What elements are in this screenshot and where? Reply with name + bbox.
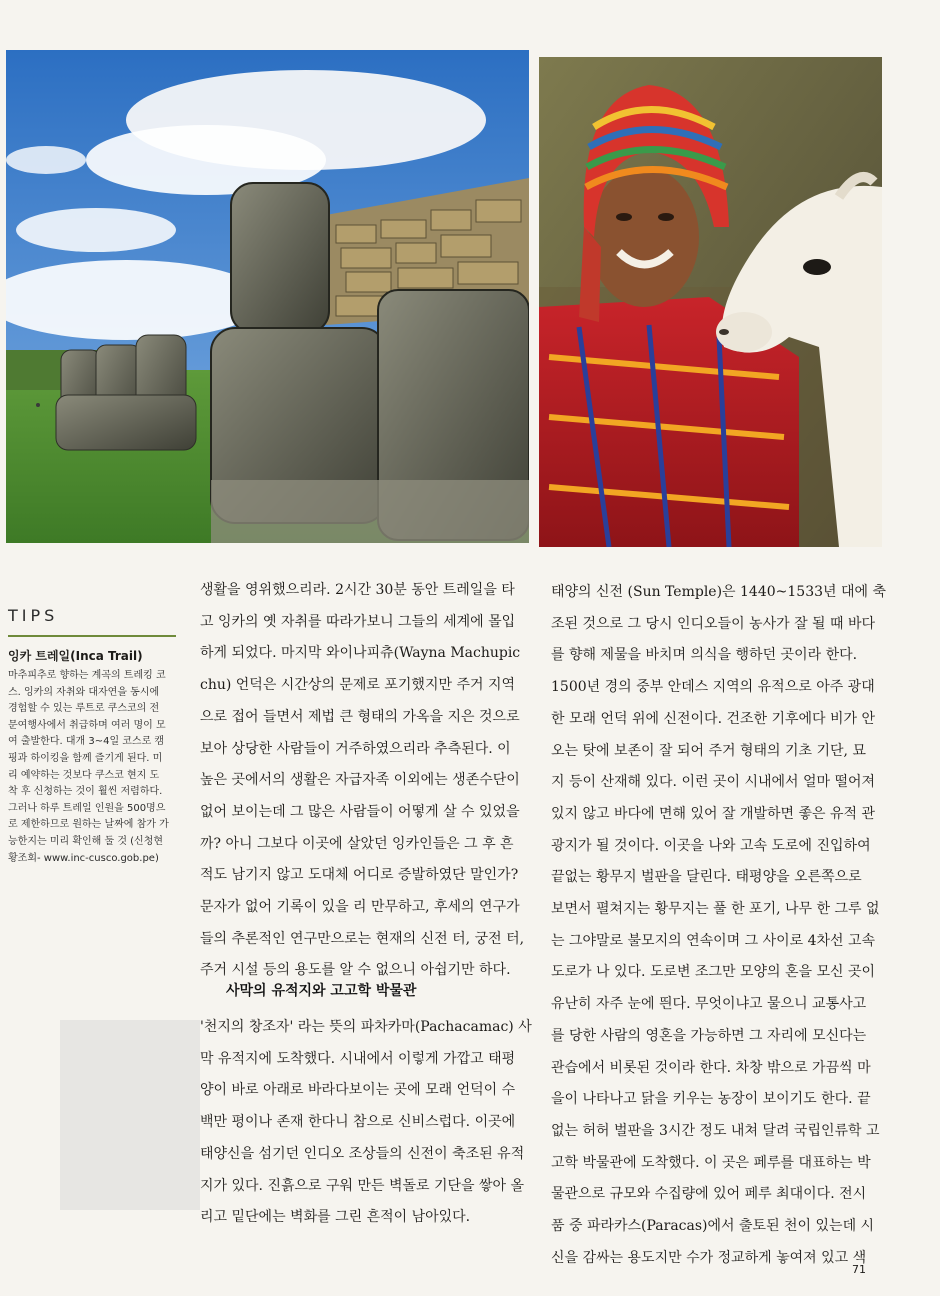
body-line: 광지가 될 것이다. 이곳을 나와 고속 도로에 진입하여	[551, 837, 871, 854]
body-line: 들의 추론적인 연구만으로는 현재의 신전 터, 궁전 터,	[200, 930, 525, 947]
body-line: 주거 시설 등의 용도를 알 수 없으니 아쉽기만 하다.	[200, 962, 511, 979]
body-line: 품 중 파라카스(Paracas)에서 출토된 천이 있는데 시	[551, 1218, 875, 1235]
body-line: 지가 있다. 진흙으로 구워 만든 벽돌로 기단을 쌓아 올	[200, 1177, 525, 1194]
body-line: 보면서 펼쳐지는 황무지는 풀 한 포기, 나무 한 그루 없	[551, 901, 880, 918]
tips-line: 문여행사에서 취급하며 여러 명이 모	[8, 719, 166, 731]
body-line: 없는 허허 벌판을 3시간 정도 내쳐 달려 국립인류학 고	[551, 1122, 880, 1139]
tips-line: 여 출발한다. 대개 3~4일 코스로 캠	[8, 736, 165, 748]
tips-divider	[8, 635, 176, 637]
body-line: 을이 나타나고 닭을 키우는 농장이 보이기도 한다. 끝	[551, 1091, 871, 1108]
body-line: 높은 곳에서의 생활은 자급자족 이외에는 생존수단이	[200, 772, 520, 789]
body-line: 하게 되었다. 마지막 와이나피츄(Wayna Machupic	[200, 645, 521, 662]
inca-wall-photo	[6, 50, 529, 543]
body-line: 끝없는 황무지 벌판을 달린다. 태평양을 오른쪽으로	[551, 869, 862, 886]
tips-title: TIPS	[8, 606, 59, 625]
body-line: 백만 평이나 존재 한다니 참으로 신비스럽다. 이곳에	[200, 1114, 516, 1131]
body-line: 관습에서 비롯된 것이라 한다. 차창 밖으로 가끔씩 마	[551, 1059, 871, 1076]
tips-line: 마추피추로 향하는 계곡의 트레킹 코	[8, 670, 166, 681]
page-number: 71	[852, 1263, 866, 1276]
body-line: 를 향해 제물을 바치며 의식을 행하던 곳이라 한다.	[551, 647, 858, 664]
body-line: 고학 박물관에 도착했다. 이 곳은 페루를 대표하는 박	[551, 1154, 871, 1171]
body-line: 물관으로 규모와 수집량에 있어 페루 최대이다. 전시	[551, 1186, 867, 1203]
body-line: 문자가 없어 기록이 있을 리 만무하고, 후세의 연구가	[200, 899, 520, 916]
article-column-right	[551, 577, 887, 1274]
body-line: 도로가 나 있다. 도로변 조그만 모양의 혼을 모신 곳이	[551, 964, 876, 981]
tips-line: 경험할 수 있는 루트로 쿠스코의 전	[8, 703, 160, 715]
tips-line: 스. 잉카의 자취와 대자연을 동시에	[8, 686, 160, 698]
body-line: 신을 감싸는 용도지만 수가 정교하게 놓여져 있고 색	[551, 1249, 867, 1266]
body-line: 양이 바로 아래로 바라다보이는 곳에 모래 언덕이 수	[200, 1082, 516, 1099]
body-line: 조된 것으로 그 당시 인디오들이 농사가 잘 될 때 바다	[551, 615, 876, 632]
tips-sidebar	[8, 600, 176, 867]
body-line: 태양신을 섬기던 인디오 조상들의 신전이 축조된 유적	[200, 1145, 525, 1162]
article-column-middle-lower	[200, 1012, 530, 1234]
body-line: 1500년 경의 중부 안데스 지역의 유적으로 아주 광대	[551, 679, 875, 696]
body-line: 까? 아니 그보다 이곳에 살았던 잉카인들은 그 후 흔	[200, 835, 514, 852]
body-line: 있지 않고 바다에 면해 있어 잘 개발하면 좋은 유적 관	[551, 805, 876, 822]
bleed-through	[60, 1020, 200, 1210]
body-line: chu) 언덕은 시간상의 문제로 포기했지만 주거 지역	[200, 677, 515, 694]
body-line: 적도 남기지 않고 도대체 어디로 증발하였단 말인가?	[200, 867, 519, 884]
body-line: 오는 탓에 보존이 잘 되어 주거 형태의 기초 기단, 묘	[551, 742, 866, 759]
body-line: 막 유적지에 도착했다. 시내에서 이렇게 가깝고 태평	[200, 1050, 516, 1067]
body-line: 생활을 영위했으리라. 2시간 30분 동안 트레일을 타	[200, 582, 515, 598]
body-line: 지 등이 산재해 있다. 이런 곳이 시내에서 얼마 떨어져	[551, 774, 876, 791]
body-line: 으로 접어 들면서 제법 큰 형태의 가옥을 지은 것으로	[200, 708, 520, 725]
tips-line: 능한지는 미리 확인해 둘 것 (신청현	[8, 835, 164, 847]
tips-line: 착 후 신청하는 것이 훨씬 저렴하다.	[8, 786, 163, 798]
body-line: 고 잉카의 옛 자취를 따라가보니 그들의 세계에 몰입	[200, 613, 516, 630]
body-line: 한 모래 언덕 위에 신전이다. 건조한 기후에다 비가 안	[551, 710, 876, 727]
tips-line: 리 예약하는 것보다 쿠스코 현지 도	[8, 769, 160, 781]
tips-line: 핑과 하이킹을 함께 즐기게 된다. 미	[8, 752, 163, 764]
tips-body	[8, 668, 176, 867]
section-heading: 사막의 유적지와 고고학 박물관	[226, 983, 417, 999]
article-column-middle	[200, 575, 530, 987]
boy-alpaca-photo	[539, 57, 882, 547]
body-line: 를 당한 사람의 영혼을 가능하면 그 자리에 모신다는	[551, 1027, 867, 1044]
body-line: 없어 보이는데 그 많은 사람들이 어떻게 살 수 있었을	[200, 803, 520, 820]
tips-line: 로 제한하므로 원하는 날짜에 참가 가	[8, 819, 169, 831]
tips-line: 그러나 하루 트레일 인원을 500명으	[8, 802, 166, 814]
body-line: '천지의 창조자' 라는 뜻의 파차카마(Pachacamac) 사	[200, 1019, 532, 1035]
tips-line: 황조회- www.inc-cusco.gob.pe)	[8, 852, 159, 864]
body-line: 는 그야말로 불모지의 연속이며 그 사이로 4차선 고속	[551, 932, 876, 949]
body-line: 유난히 자주 눈에 띈다. 무엇이냐고 물으니 교통사고	[551, 996, 867, 1013]
body-line: 리고 밑단에는 벽화를 그린 흔적이 남아있다.	[200, 1209, 471, 1226]
body-line: 보아 상당한 사람들이 거주하였으리라 추측된다. 이	[200, 740, 511, 757]
tips-heading: 잉카 트레일(Inca Trail)	[8, 649, 143, 663]
body-line: 태양의 신전 (Sun Temple)은 1440~1533년 대에 축	[551, 584, 887, 600]
